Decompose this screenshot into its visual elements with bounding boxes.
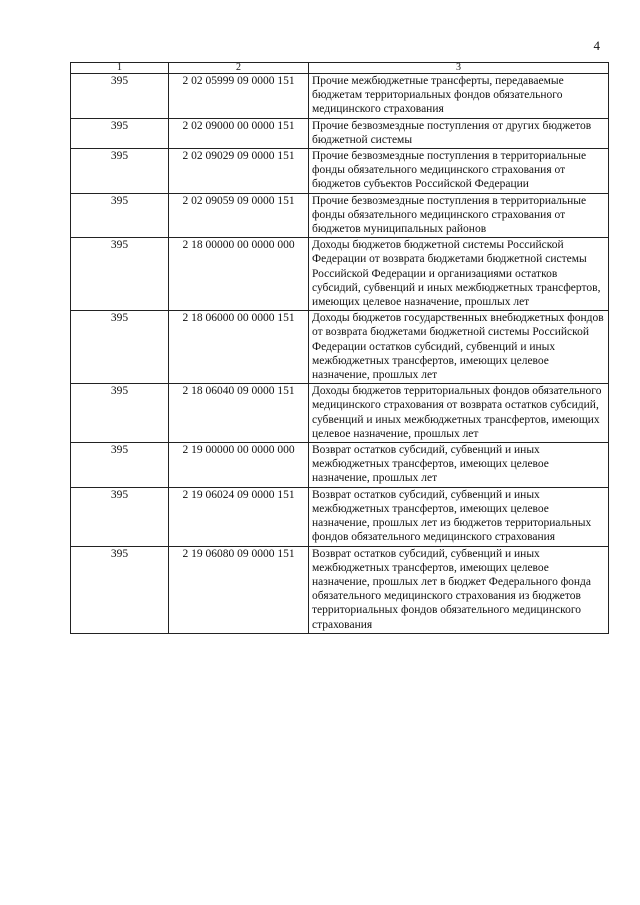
description-cell: Прочие безвозмездные поступления от других бюджетов бюджетной системы — [309, 118, 609, 148]
admin-code-cell: 395 — [71, 74, 169, 119]
table-row — [71, 546, 609, 633]
budget-code-cell: 2 02 09029 09 0000 151 — [169, 149, 309, 194]
table-body — [71, 74, 609, 634]
admin-code-cell: 395 — [71, 238, 169, 311]
description-cell: Прочие межбюджетные трансферты, передаваемые бюджетам территориальных фондов обязательного медицинского страхования — [309, 74, 609, 119]
table-row — [71, 149, 609, 194]
table-row — [71, 384, 609, 443]
admin-code-cell: 395 — [71, 384, 169, 443]
table-row — [71, 238, 609, 311]
budget-code-cell: 2 18 06040 09 0000 151 — [169, 384, 309, 443]
description-cell: Возврат остатков субсидий, субвенций и иных межбюджетных трансфертов, имеющих целевое назначение, прошлых лет в бюджет Федерального фонда обязательного медицинского страхования из бюджетов территориальных фондов обязательного медицинского страхования — [309, 546, 609, 633]
admin-code-cell: 395 — [71, 487, 169, 546]
header-col-2: 2 — [169, 63, 309, 74]
budget-code-cell: 2 19 06080 09 0000 151 — [169, 546, 309, 633]
budget-code-cell: 2 18 00000 00 0000 000 — [169, 238, 309, 311]
budget-code-cell: 2 02 05999 09 0000 151 — [169, 74, 309, 119]
budget-code-cell: 2 19 06024 09 0000 151 — [169, 487, 309, 546]
budget-code-cell: 2 18 06000 00 0000 151 — [169, 311, 309, 384]
table-row — [71, 193, 609, 238]
admin-code-cell: 395 — [71, 311, 169, 384]
admin-code-cell: 395 — [71, 546, 169, 633]
table-header — [71, 63, 609, 74]
description-cell: Возврат остатков субсидий, субвенций и иных межбюджетных трансфертов, имеющих целевое назначение, прошлых лет — [309, 443, 609, 488]
budget-code-cell: 2 19 00000 00 0000 000 — [169, 443, 309, 488]
header-row — [71, 63, 609, 74]
admin-code-cell: 395 — [71, 443, 169, 488]
table-row — [71, 487, 609, 546]
description-cell: Прочие безвозмездные поступления в территориальные фонды обязательного медицинского страхования от бюджетов муниципальных районов — [309, 193, 609, 238]
header-col-3: 3 — [309, 63, 609, 74]
page-number: 4 — [593, 38, 600, 53]
admin-code-cell: 395 — [71, 149, 169, 194]
description-cell: Прочие безвозмездные поступления в территориальные фонды обязательного медицинского страхования от бюджетов субъектов Российской Федерации — [309, 149, 609, 194]
admin-code-cell: 395 — [71, 118, 169, 148]
table-row — [71, 443, 609, 488]
description-cell: Доходы бюджетов государственных внебюджетных фондов от возврата бюджетами бюджетной системы Российской Федерации остатков субсидий, субвенций и иных межбюджетных трансфертов, имеющих целевое назначение, прошлых лет — [309, 311, 609, 384]
budget-code-cell: 2 02 09059 09 0000 151 — [169, 193, 309, 238]
admin-code-cell: 395 — [71, 193, 169, 238]
budget-codes-table — [70, 62, 609, 634]
description-cell: Доходы бюджетов территориальных фондов обязательного медицинского страхования от возврата остатков субсидий, субвенций и иных межбюджетных трансфертов, имеющих целевое назначение, прошлых лет — [309, 384, 609, 443]
budget-code-cell: 2 02 09000 00 0000 151 — [169, 118, 309, 148]
table-row — [71, 118, 609, 148]
table-row — [71, 74, 609, 119]
table-row — [71, 311, 609, 384]
description-cell: Доходы бюджетов бюджетной системы Российской Федерации от возврата бюджетами бюджетной системы Российской Федерации и организациями остатков субсидий, субвенций и иных межбюджетных трансфертов, имеющих целевое назначение, прошлых лет — [309, 238, 609, 311]
header-col-1: 1 — [71, 63, 169, 74]
description-cell: Возврат остатков субсидий, субвенций и иных межбюджетных трансфертов, имеющих целевое назначение, прошлых лет из бюджетов территориальных фондов обязательного медицинского страхования — [309, 487, 609, 546]
